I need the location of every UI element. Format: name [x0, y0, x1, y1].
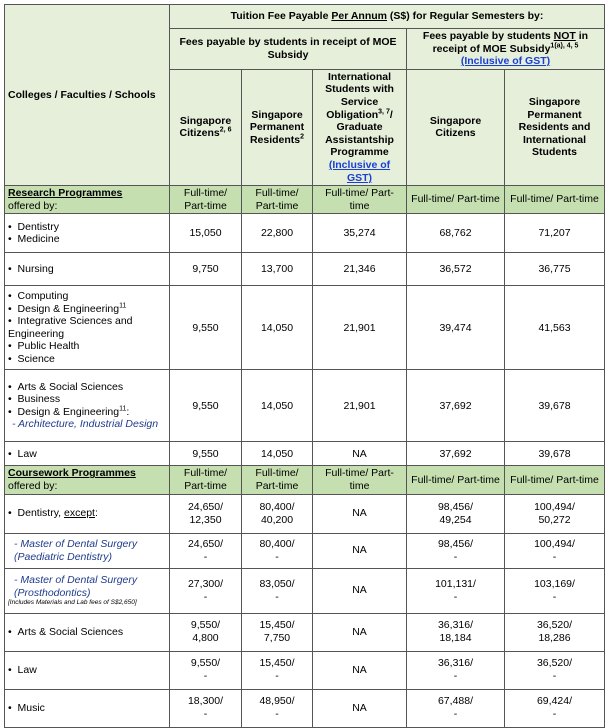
- fee-cell: 37,692: [407, 370, 505, 442]
- fee-cell: 36,572: [407, 253, 505, 286]
- ft-pt-label: Full-time/ Part-time: [505, 466, 605, 494]
- fee-cell: 14,050: [242, 442, 313, 466]
- fee-cell: 35,274: [313, 214, 407, 253]
- table-row: [5, 286, 605, 370]
- fee-cell: 27,300/ -: [170, 568, 242, 613]
- table-row: [5, 442, 605, 466]
- fee-cell: 15,050: [170, 214, 242, 253]
- programme-cell: • Nursing: [5, 253, 170, 286]
- fee-cell: 24,650/ 12,350: [170, 494, 242, 533]
- fee-cell: 36,520/ 18,286: [505, 613, 605, 651]
- table-row: [5, 494, 605, 533]
- fee-cell: 21,346: [313, 253, 407, 286]
- colleges-header: Colleges / Faculties / Schools: [5, 5, 170, 186]
- ft-pt-label: Full-time/ Part-time: [313, 466, 407, 494]
- fee-cell: 98,456/ 49,254: [407, 494, 505, 533]
- ft-pt-label: Full-time/ Part-time: [242, 466, 313, 494]
- col-nonmoe-pr-international: Singapore Permanent Residents and International Students: [505, 69, 605, 185]
- programme-cell: • Dentistry • Medicine: [5, 214, 170, 253]
- programme-cell: • Law: [5, 442, 170, 466]
- fee-cell: 18,300/ -: [170, 689, 242, 727]
- fee-cell: 9,550/ -: [170, 651, 242, 689]
- gst-link[interactable]: (Inclusive of GST): [328, 158, 391, 184]
- fee-cell: 69,424/ -: [505, 689, 605, 727]
- fee-cell: 80,400/ 40,200: [242, 494, 313, 533]
- fee-cell: NA: [313, 568, 407, 613]
- coursework-section-title: Coursework Programmes offered by:: [5, 466, 170, 494]
- fee-cell: 9,550: [170, 442, 242, 466]
- fee-cell: 21,901: [313, 370, 407, 442]
- table-row: [5, 253, 605, 286]
- fee-cell: 36,775: [505, 253, 605, 286]
- table-row: [5, 613, 605, 651]
- programme-cell: • Dentistry, except:: [5, 494, 170, 533]
- table-row: [5, 370, 605, 442]
- programme-cell: • Music: [5, 689, 170, 727]
- fee-cell: 9,550: [170, 370, 242, 442]
- gst-link[interactable]: (Inclusive of GST): [460, 55, 551, 68]
- col-singapore-pr: Singapore Permanent Residents$^2$: [242, 69, 313, 185]
- fee-cell: 14,050: [242, 370, 313, 442]
- tuition-fee-table: [4, 4, 605, 728]
- research-section-row: [5, 186, 605, 214]
- col-international-service: International Students with Service Obligation$^{3, 7}$/ Graduate Assistantship Programme (Inclusive of GST): [313, 69, 407, 185]
- fee-cell: 101,131/ -: [407, 568, 505, 613]
- ft-pt-label: Full-time/ Part-time: [170, 466, 242, 494]
- research-section-title: Research Programmes offered by:: [5, 186, 170, 214]
- fee-cell: 68,762: [407, 214, 505, 253]
- programme-cell: • Computing • Design & Engineering$^{11}$ • Integrative Sciences and Engineering • Public Health • Science: [5, 286, 170, 370]
- fee-cell: 71,207: [505, 214, 605, 253]
- fee-cell: 9,550/ 4,800: [170, 613, 242, 651]
- fee-cell: 36,316/ -: [407, 651, 505, 689]
- fee-cell: 24,650/ -: [170, 533, 242, 568]
- fee-cell: 98,456/ -: [407, 533, 505, 568]
- table-row: [5, 568, 605, 613]
- fee-cell: 39,474: [407, 286, 505, 370]
- fee-cell: 41,563: [505, 286, 605, 370]
- fee-cell: 67,488/ -: [407, 689, 505, 727]
- programme-cell: - Master of Dental Surgery (Prosthodontics) [Includes Materials and Lab fees of S$2,650]: [5, 568, 170, 613]
- fee-cell: 14,050: [242, 286, 313, 370]
- fee-cell: 13,700: [242, 253, 313, 286]
- programme-cell: • Arts & Social Sciences • Business • Design & Engineering$^{11}$: - Architecture, Industrial Design: [5, 370, 170, 442]
- table-row: [5, 651, 605, 689]
- ft-pt-label: Full-time/ Part-time: [170, 186, 242, 214]
- fee-cell: 36,316/ 18,184: [407, 613, 505, 651]
- fee-cell: NA: [313, 613, 407, 651]
- fee-cell: 15,450/ 7,750: [242, 613, 313, 651]
- ft-pt-label: Full-time/ Part-time: [407, 466, 505, 494]
- moe-subsidy-header: Fees payable by students in receipt of MOE Subsidy: [170, 29, 407, 70]
- fee-cell: NA: [313, 689, 407, 727]
- fee-cell: 80,400/ -: [242, 533, 313, 568]
- fee-cell: 36,520/ -: [505, 651, 605, 689]
- fee-cell: 39,678: [505, 370, 605, 442]
- ft-pt-label: Full-time/ Part-time: [505, 186, 605, 214]
- fee-cell: 37,692: [407, 442, 505, 466]
- ft-pt-label: Full-time/ Part-time: [242, 186, 313, 214]
- fee-cell: NA: [313, 442, 407, 466]
- programme-cell: • Law: [5, 651, 170, 689]
- fee-cell: NA: [313, 533, 407, 568]
- fee-cell: 48,950/ -: [242, 689, 313, 727]
- table-row: [5, 689, 605, 727]
- fee-cell: NA: [313, 651, 407, 689]
- ft-pt-label: Full-time/ Part-time: [407, 186, 505, 214]
- fee-cell: 21,901: [313, 286, 407, 370]
- fee-cell: 83,050/ -: [242, 568, 313, 613]
- fee-cell: 100,494/ 50,272: [505, 494, 605, 533]
- non-moe-header: Fees payable by students NOT in receipt of MOE Subsidy$^{1(a), 4, 5}$ (Inclusive of GST): [407, 29, 605, 70]
- fee-cell: 22,800: [242, 214, 313, 253]
- programme-cell: - Master of Dental Surgery (Paediatric Dentistry): [5, 533, 170, 568]
- fee-cell: 9,550: [170, 286, 242, 370]
- ft-pt-label: Full-time/ Part-time: [313, 186, 407, 214]
- coursework-section-row: [5, 466, 605, 494]
- fee-cell: 15,450/ -: [242, 651, 313, 689]
- col-nonmoe-citizens: Singapore Citizens: [407, 69, 505, 185]
- col-singapore-citizens: Singapore Citizens$^{2, 6}$: [170, 69, 242, 185]
- fee-cell: 39,678: [505, 442, 605, 466]
- fee-cell: NA: [313, 494, 407, 533]
- table-row: [5, 214, 605, 253]
- table-row: [5, 533, 605, 568]
- fee-cell: 100,494/ -: [505, 533, 605, 568]
- programme-cell: • Arts & Social Sciences: [5, 613, 170, 651]
- fee-cell: 9,750: [170, 253, 242, 286]
- table-title: Tuition Fee Payable Per Annum (S$) for Regular Semesters by:: [170, 5, 605, 29]
- fee-cell: 103,169/ -: [505, 568, 605, 613]
